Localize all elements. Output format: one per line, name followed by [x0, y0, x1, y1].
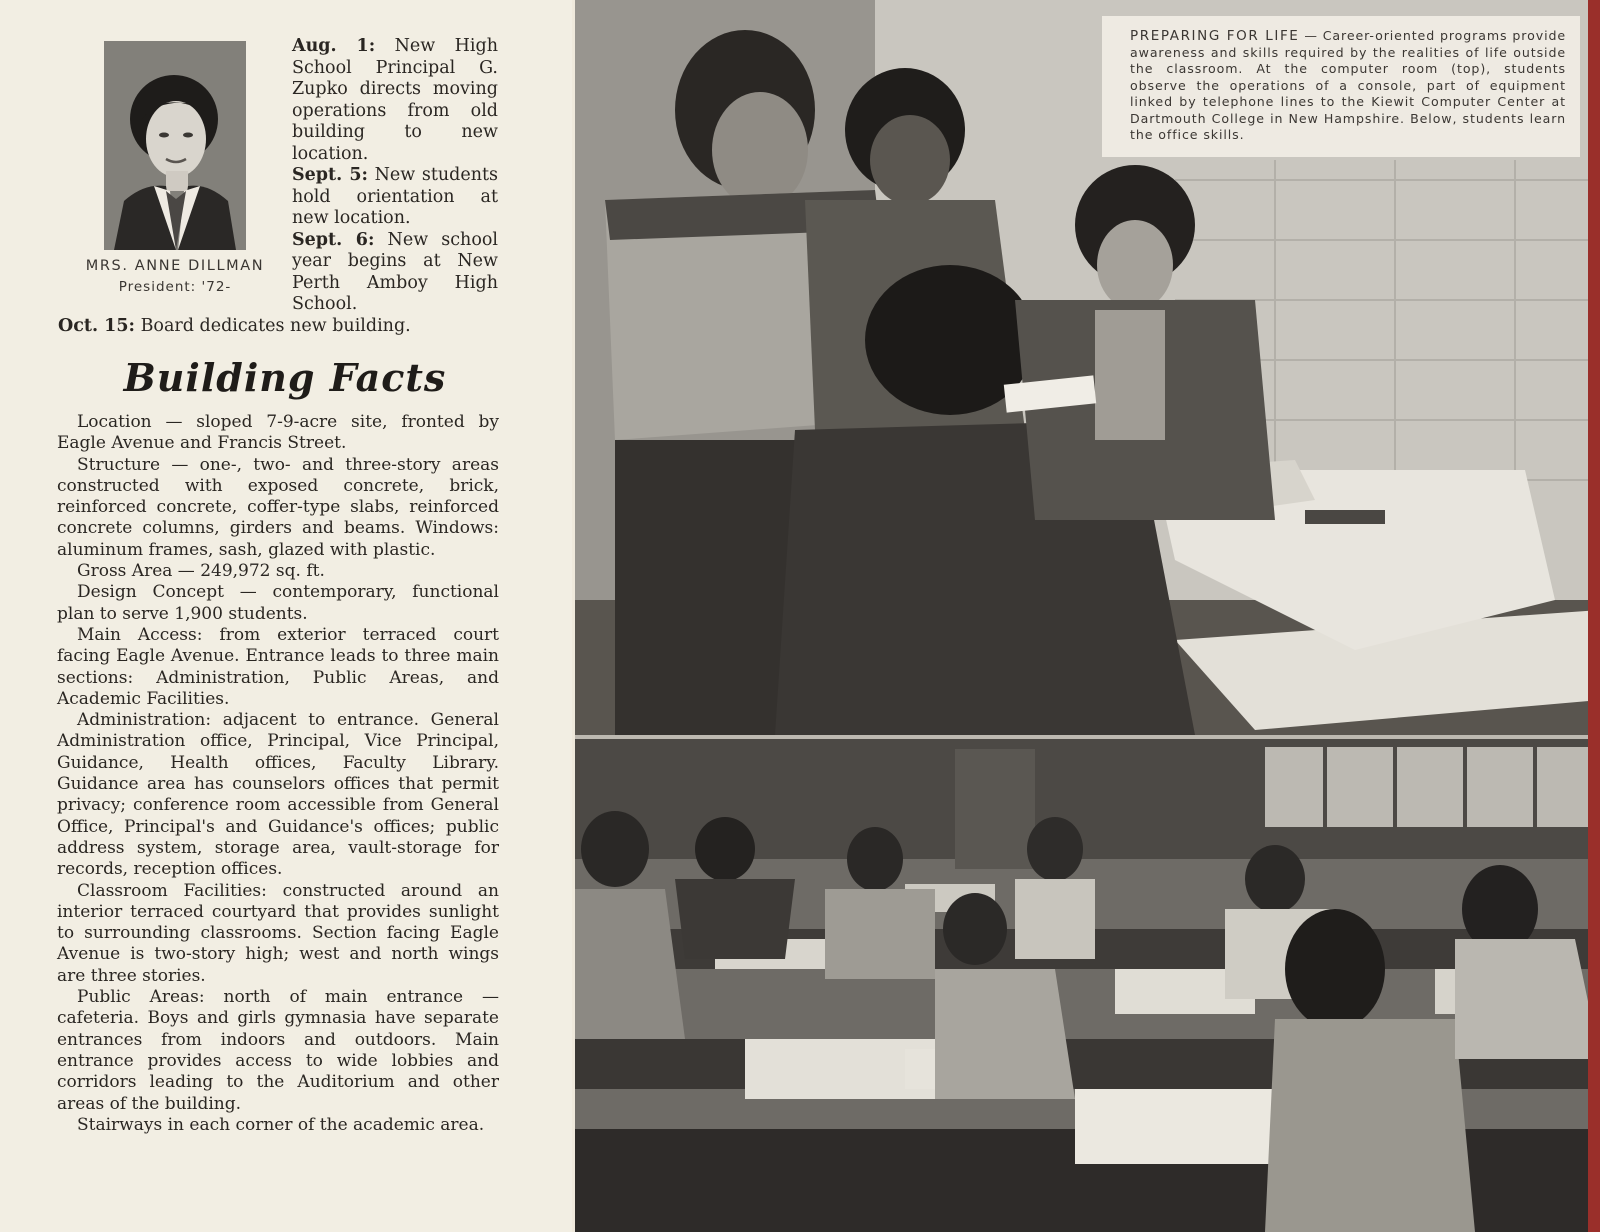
- section-heading: Building Facts: [123, 355, 447, 400]
- binding-edge: [1588, 0, 1600, 1232]
- fact-paragraph: Structure — one-, two- and three-story areas constructed with exposed concrete, brick, reinforced concrete, coffer-type slabs, reinforced concrete columns, girders and beams. Windows: aluminum frames, sash, glazed with plastic.: [57, 454, 499, 560]
- portrait-role: President: '72-: [118, 279, 232, 295]
- timeline: [292, 36, 498, 316]
- fact-paragraph: Main Access: from exterior terraced court facing Eagle Avenue. Entrance leads to three main sections: Administration, Public Areas, and Academic Facilities.: [57, 624, 499, 709]
- timeline-text: Board dedicates new building.: [140, 316, 411, 336]
- portrait-name: MRS. ANNE DILLMAN: [85, 258, 265, 274]
- timeline-text: New school year begins at New Perth Amboy High School.: [292, 229, 498, 314]
- fact-paragraph: Design Concept — contemporary, functional plan to serve 1,900 students.: [57, 582, 499, 624]
- timeline-date: Aug. 1:: [292, 36, 376, 56]
- typing-class-photo: [575, 739, 1600, 1232]
- photo-caption: [1102, 16, 1580, 157]
- fact-paragraph: Location — sloped 7-9-acre site, fronted by Eagle Avenue and Francis Street.: [57, 412, 499, 454]
- fact-paragraph: Classroom Facilities: constructed around an interior terraced courtyard that provides sunlight to surrounding classrooms. Section facing Eagle Avenue is two-story high; west and north wings are three stories.: [57, 880, 499, 986]
- timeline-text: New students hold orientation at new location.: [292, 165, 498, 228]
- fact-paragraph: Gross Area — 249,972 sq. ft.: [77, 561, 325, 582]
- fact-paragraph: Stairways in each corner of the academic area.: [77, 1114, 485, 1135]
- timeline-entry: [292, 36, 498, 165]
- photo-column: [575, 0, 1600, 1232]
- photo-caption-text: — Career-oriented programs provide awareness and skills required by the realities of life outside the classroom. At the computer room (top), students observe the operations of a console, part of equipment linked by telephone lines to the Kiewit Computer Center at Dartmouth College in New Hampshire. Below, students learn the office skills.: [1130, 28, 1567, 142]
- timeline-entry-oct: [58, 316, 508, 338]
- timeline-date: Oct. 15:: [58, 316, 135, 336]
- building-facts: [57, 412, 499, 1136]
- fact-paragraph: Public Areas: north of main entrance — cafeteria. Boys and girls gymnasia have separate entrances from indoors and outdoors. Main entrance provides access to wide lobbies and corridors leading to the Auditorium and other areas of the building.: [57, 987, 499, 1114]
- photo-caption-title: PREPARING FOR LIFE: [1130, 28, 1300, 44]
- fact-paragraph: Administration: adjacent to entrance. General Administration office, Principal, Vice Principal, Guidance, Health offices, Faculty Library. Guidance area has counselors offices that permit privacy; conference room accessible from General Office, Principal's and Guidance's offices; public address system, storage area, vault-storage for records, reception offices.: [57, 710, 499, 880]
- timeline-text: New High School Principal G. Zupko directs moving operations from old building to new location.: [292, 36, 498, 164]
- timeline-entry: [292, 230, 498, 316]
- text-column: [0, 0, 572, 1232]
- portrait-photo: [104, 41, 246, 250]
- timeline-entry: [292, 165, 498, 230]
- timeline-date: Sept. 5:: [292, 165, 368, 185]
- timeline-date: Sept. 6:: [292, 229, 375, 250]
